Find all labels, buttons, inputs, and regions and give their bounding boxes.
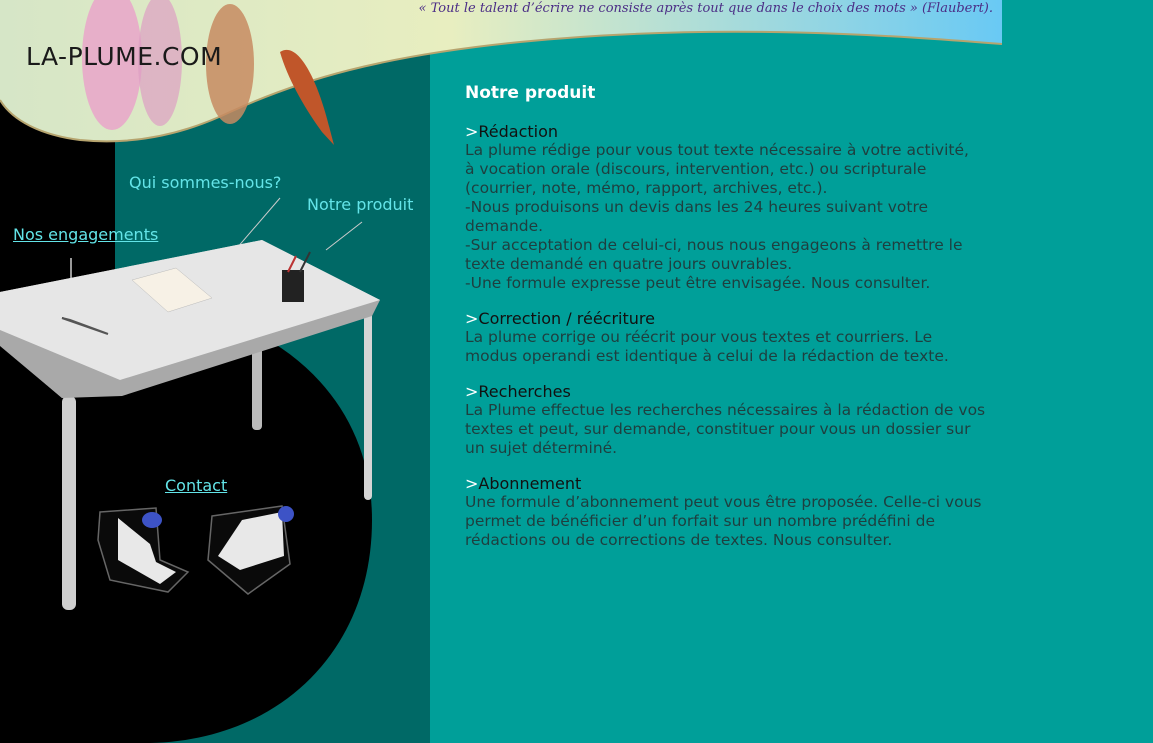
section-recherches xyxy=(465,382,1010,458)
section-heading: >Recherches xyxy=(465,382,571,401)
section-heading: >Abonnement xyxy=(465,474,582,493)
arrow-marker: > xyxy=(465,474,479,493)
header-quote: « Tout le talent d’écrire ne consiste après tout que dans le choix des mots » (Flaubert). xyxy=(418,1,993,16)
section-text: Une formule d’abonnement peut vous être proposée. Celle-ci vous permet de bénéficier d’un forfait sur un nombre prédéfini de rédactions ou de corrections de textes. Nous consulter. xyxy=(465,493,982,549)
section-heading: >Correction / réécriture xyxy=(465,309,655,328)
arrow-marker: > xyxy=(465,382,479,401)
section-text: La Plume effectue les recherches nécessaires à la rédaction de vos textes et peut, sur demande, constituer pour vous un dossier sur un sujet déterminé. xyxy=(465,401,986,457)
section-heading: >Rédaction xyxy=(465,122,559,141)
nav-who-are-we[interactable]: Qui sommes-nous? xyxy=(129,173,282,192)
main-content xyxy=(465,82,1010,566)
page-title: Notre produit xyxy=(465,83,596,103)
section-text: La plume rédige pour vous tout texte nécessaire à votre activité, à vocation orale (discours, intervention, etc.) ou scripturale (courrier, note, mémo, rapport, archives, etc.). -Nous produisons un devis dans les 24 heures suivant votre demande. -Sur acceptation de celui-ci, nous nous engageons à remettre le texte demandé en quatre jours ouvrables. -Une formule expresse peut être envisagée. Nous consulter. xyxy=(465,141,969,292)
section-redaction xyxy=(465,122,1010,293)
section-abonnement xyxy=(465,474,1010,550)
arrow-marker: > xyxy=(465,122,479,141)
nav-our-product[interactable]: Notre produit xyxy=(307,195,414,214)
arrow-marker: > xyxy=(465,309,479,328)
nav-commitments-link[interactable]: Nos engagements xyxy=(13,225,159,244)
site-logo: LA-PLUME.COM xyxy=(26,42,223,71)
section-text: La plume corrige ou réécrit pour vous textes et courriers. Le modus operandi est identique à celui de la rédaction de texte. xyxy=(465,328,949,365)
nav-contact-link[interactable]: Contact xyxy=(165,476,228,495)
section-correction xyxy=(465,309,1010,366)
